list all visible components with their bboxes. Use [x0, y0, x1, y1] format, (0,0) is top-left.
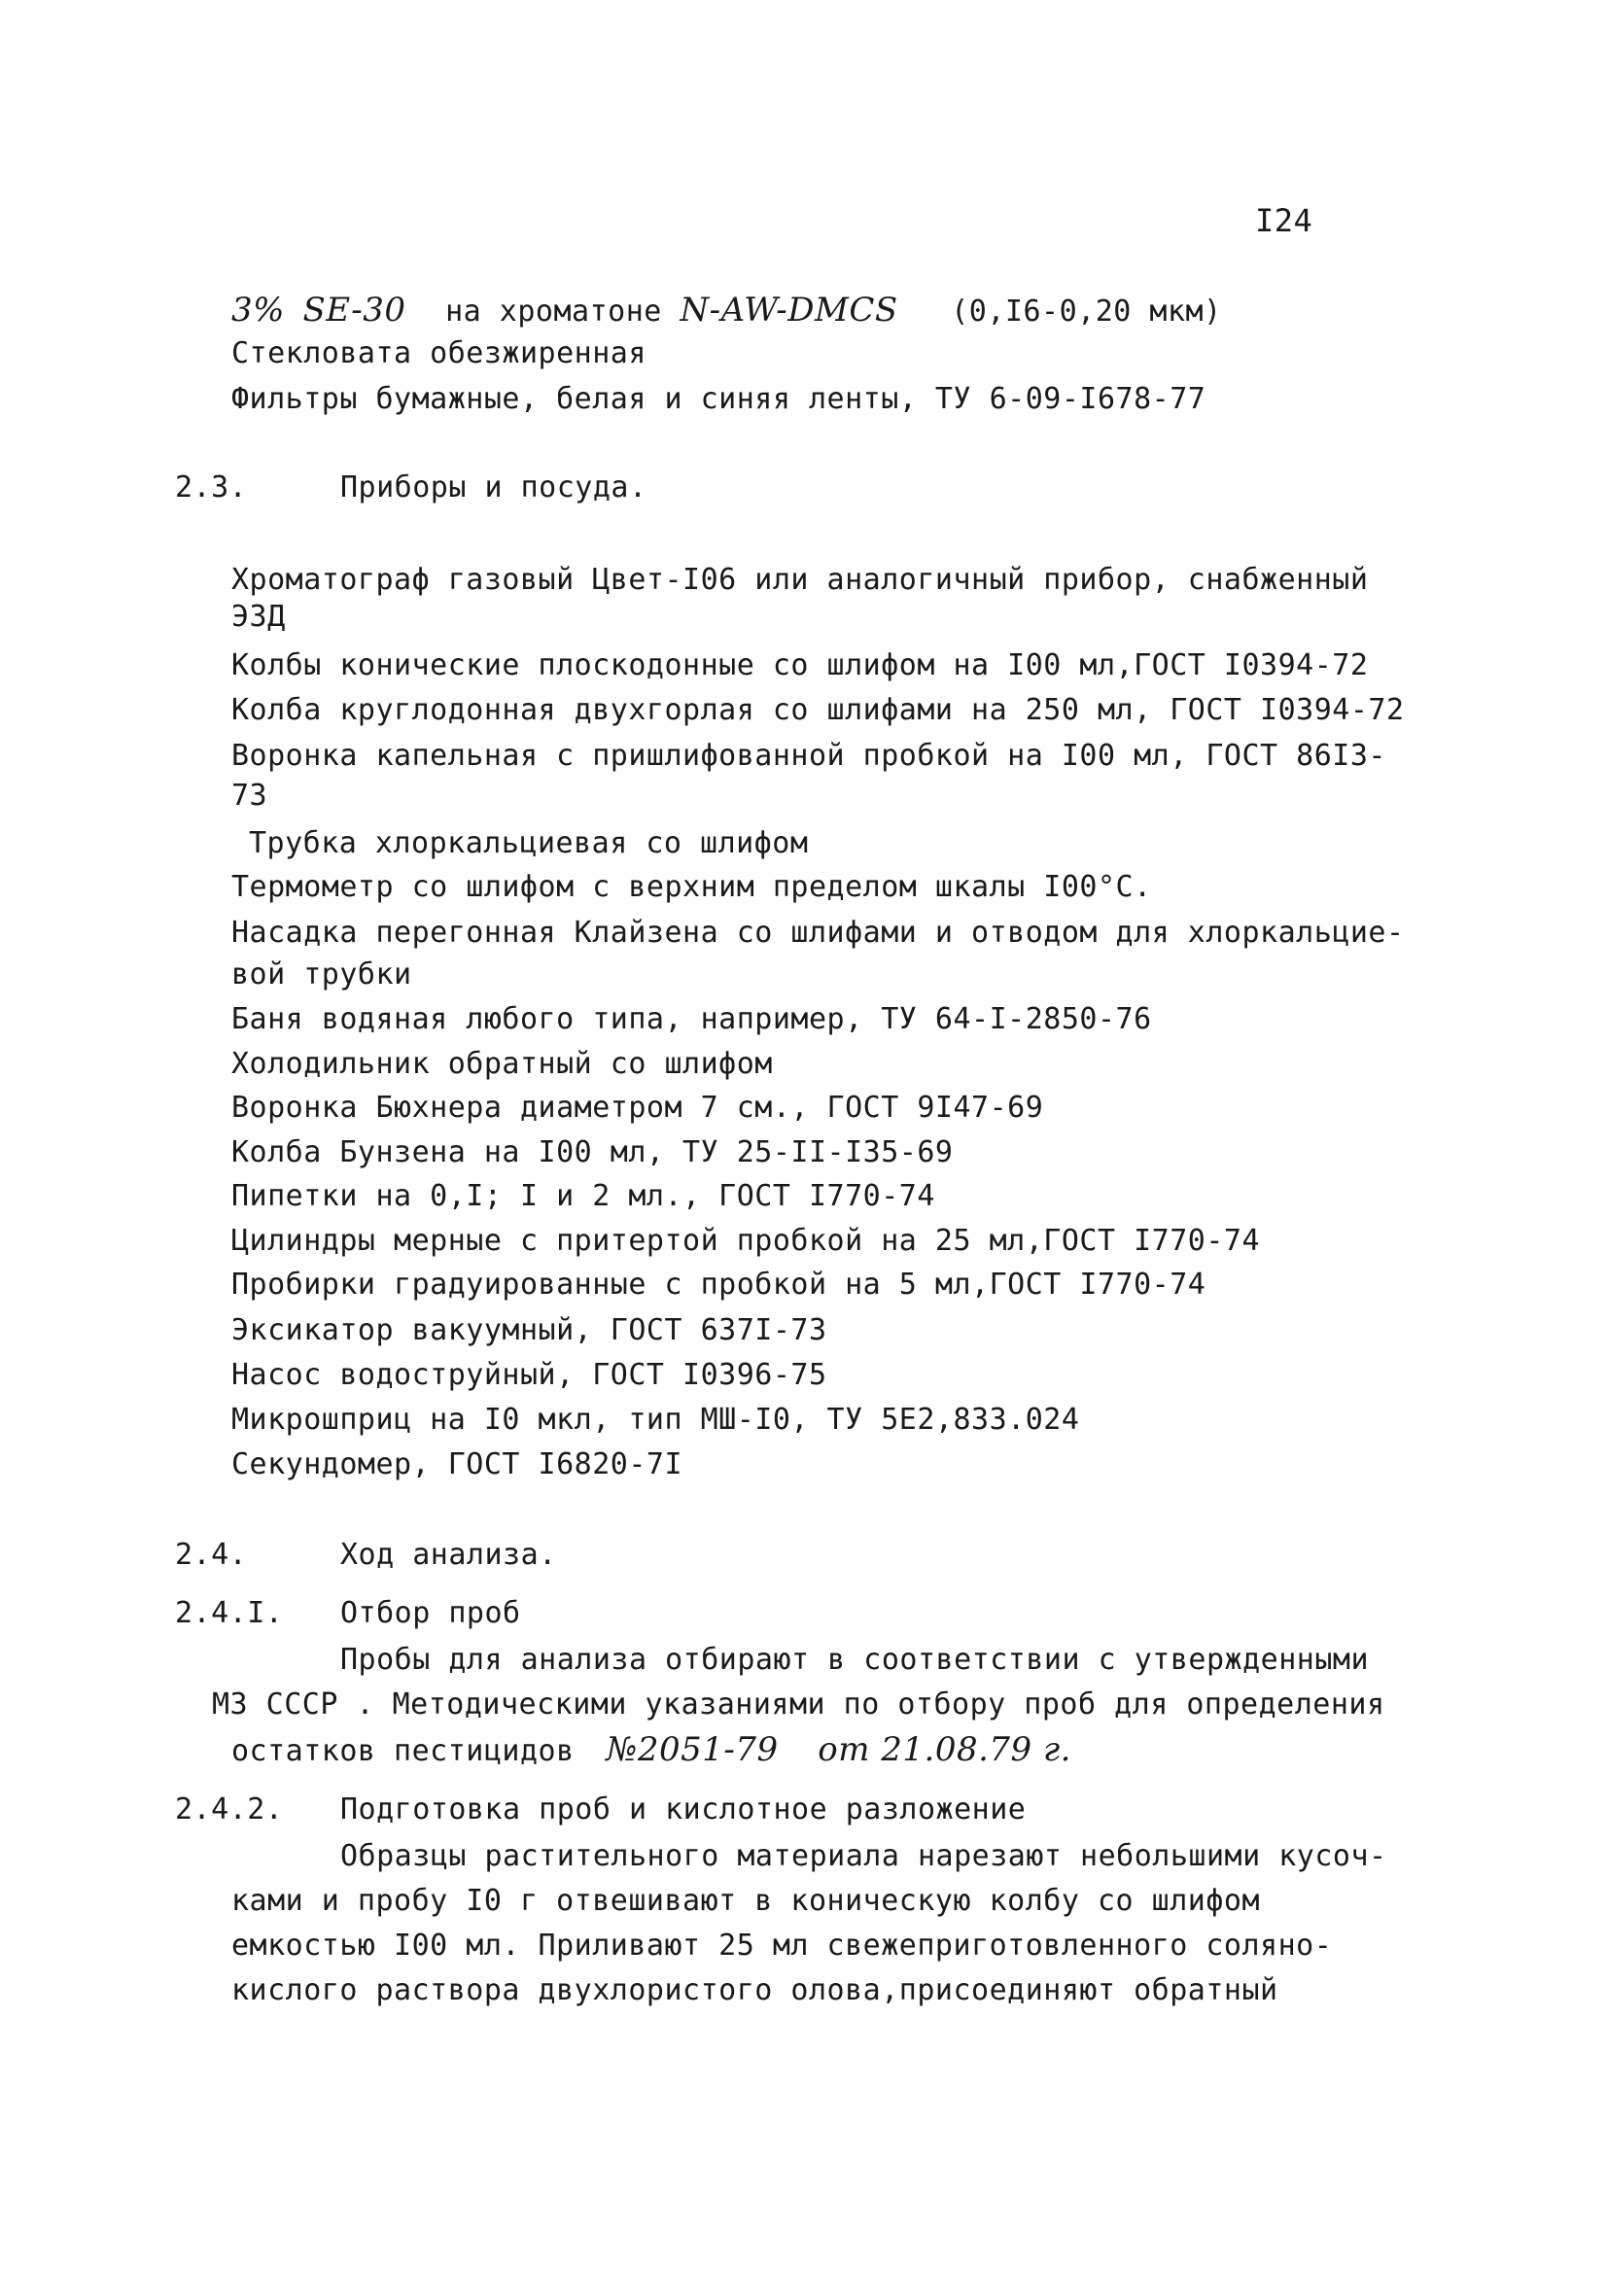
equipment-item: 73	[231, 779, 268, 813]
equipment-item: Воронка Бюхнера диаметром 7 см., ГОСТ 9I47-69	[231, 1091, 1044, 1125]
material-line-grain-size: (0,I6-0,20 мкм)	[951, 295, 1222, 329]
equipment-item: Пробирки градуированные с пробкой на 5 мл,ГОСТ I770-74	[231, 1268, 1206, 1302]
material-line-mid-text: на хроматоне	[445, 295, 662, 329]
handwritten-order-date: от 21.08.79 г.	[818, 1730, 1071, 1769]
equipment-item: Пипетки на 0,I; I и 2 мл., ГОСТ I770-74	[231, 1179, 935, 1213]
section-2-4-2-line: Образцы растительного материала нарезают небольшими кусоч-	[340, 1839, 1387, 1873]
equipment-item: вой трубки	[231, 957, 412, 991]
material-line-stationary-phase	[231, 291, 1222, 330]
equipment-item: Насос водоструйный, ГОСТ I0396-75	[231, 1358, 827, 1392]
section-2-4-2-title: Подготовка проб и кислотное разложение	[340, 1792, 1027, 1826]
material-line-glass-wool: Стекловата обезжиренная	[231, 336, 646, 370]
equipment-item: Хроматограф газовый Цвет-I06 или аналогичный прибор, снабженный	[231, 563, 1369, 597]
section-2-4-title: Ход анализа.	[340, 1538, 557, 1572]
equipment-item: Секундомер, ГОСТ I6820-7I	[231, 1447, 683, 1481]
handwritten-phase-name: SE-30	[302, 291, 406, 330]
equipment-item: Трубка хлоркальциевая со шлифом	[249, 826, 809, 860]
section-2-4-number: 2.4.	[175, 1538, 248, 1572]
residues-text: остатков пестицидов	[231, 1734, 575, 1768]
section-2-3-title: Приборы и посуда.	[340, 470, 647, 504]
section-2-4-1-line: Пробы для анализа отбирают в соответствии с утвержденными	[340, 1643, 1370, 1677]
section-2-4-1-line-with-order	[231, 1730, 1071, 1769]
equipment-item: Колбы конические плоскодонные со шлифом на I00 мл,ГОСТ I0394-72	[231, 648, 1369, 682]
equipment-item: Термометр со шлифом с верхним пределом шкалы I00°С.	[231, 870, 1152, 904]
equipment-item: Цилиндры мерные с притертой пробкой на 25 мл,ГОСТ I770-74	[231, 1224, 1261, 1258]
section-2-4-2-line: кислого раствора двухлористого олова,присоединяют обратный	[231, 1973, 1278, 2007]
section-2-4-1-number: 2.4.I.	[175, 1596, 284, 1630]
section-2-4-2-number: 2.4.2.	[175, 1792, 284, 1826]
handwritten-support-name: N-AW-DMCS	[680, 291, 898, 330]
equipment-item: Колба круглодонная двухгорлая со шлифами на 250 мл, ГОСТ I0394-72	[231, 693, 1405, 727]
equipment-item: Колба Бунзена на I00 мл, ТУ 25-II-I35-69	[231, 1135, 954, 1169]
handwritten-percent: 3%	[231, 291, 285, 330]
equipment-item: Воронка капельная с пришлифованной пробкой на I00 мл, ГОСТ 86I3-	[231, 739, 1386, 773]
section-2-4-2-line: ками и пробу I0 г отвешивают в коническую колбу со шлифом	[231, 1884, 1261, 1918]
section-2-4-1-title: Отбор проб	[340, 1596, 521, 1630]
page-number: I24	[1255, 202, 1313, 239]
equipment-item: Холодильник обратный со шлифом	[231, 1047, 773, 1081]
section-2-3-number: 2.3.	[175, 470, 248, 504]
equipment-item: ЭЗД	[231, 600, 286, 634]
equipment-item: Эксикатор вакуумный, ГОСТ 637I-73	[231, 1313, 827, 1347]
equipment-item: Микрошприц на I0 мкл, тип МШ-I0, ТУ 5Е2,833.024	[231, 1403, 1080, 1437]
section-2-4-2-line: емкостью I00 мл. Приливают 25 мл свежеприготовленного соляно-	[231, 1929, 1333, 1963]
section-2-4-1-line: МЗ СССР . Методическими указаниями по отбору проб для определения	[212, 1687, 1385, 1722]
material-line-filters: Фильтры бумажные, белая и синяя ленты, ТУ 6-09-I678-77	[231, 382, 1206, 416]
equipment-item: Баня водяная любого типа, например, ТУ 64-I-2850-76	[231, 1002, 1152, 1036]
equipment-item: Насадка перегонная Клайзена со шлифами и отводом для хлоркальцие-	[231, 916, 1405, 950]
handwritten-order-number: №2051-79	[606, 1730, 779, 1769]
